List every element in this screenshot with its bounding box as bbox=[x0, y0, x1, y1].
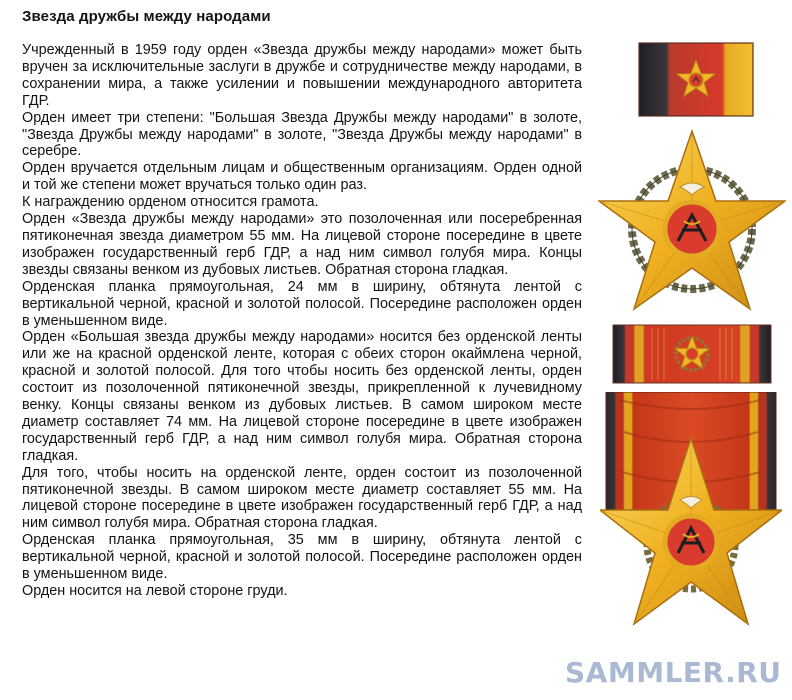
ribbon-bar-small bbox=[638, 42, 754, 117]
paragraph: Учрежденный в 1959 году орден «Звезда дружбы между народами» может быть вручен за исключительные заслуги в дружбе и сотрудничестве между народами, в сохранении мира, а также усилении и повышении международного авторитета ГДР. bbox=[22, 42, 582, 109]
grand-star-on-ribbon bbox=[600, 392, 782, 630]
paragraph: Для того, чтобы носить на орденской ленте, орден состоит из позолоченной пятиконечной звезды. В самом широком месте диаметр составляет 55 мм. На лицевой стороне посередине в цвете изображен государственный герб ГДР, а над ним символ голубя мира. Обратная сторона гладкая. bbox=[22, 464, 582, 532]
paragraph: Орден «Большая звезда дружбы между народами» носится без орденской ленты или же на красной орденской ленте, которая с обеих сторон окаймлена черной, красной и золотой полосой. Для того чтобы носить без орденской ленты, орден состоит из позолоченной пятиконечной звезды, прикрепленной к лучевидному венку. Концы связаны венком из дубовых листьев. В самом широком месте диаметр составляет 74 мм. На лицевой стороне посередине в цвете изображен государственный герб ГДР, а над ним символ голубя мира. Обратная сторона гладкая. bbox=[22, 329, 582, 464]
paragraph: Орденская планка прямоугольная, 35 мм в ширину, обтянута лентой с вертикальной черной, красной и золотой полосой. Посередине расположен орден в уменьшенном виде. bbox=[22, 532, 582, 583]
gdr-emblem-icon bbox=[665, 516, 717, 568]
paragraph: Орден носится на левой стороне груди. bbox=[22, 583, 288, 599]
article-body bbox=[22, 42, 582, 600]
gdr-emblem-icon bbox=[665, 202, 719, 256]
paragraph: К награждению орденом относится грамота. bbox=[22, 194, 319, 211]
paragraph: Орденская планка прямоугольная, 24 мм в ширину, обтянута лентой с вертикальной черной, красной и золотой полосой. Посередине расположен орден в уменьшенном виде. bbox=[22, 278, 582, 329]
paragraph: Орден вручается отдельным лицам и общественным организациям. Орден одной и той же степени может вручаться только один раз. bbox=[22, 160, 582, 194]
friendship-star-medal bbox=[598, 125, 786, 313]
paragraph: Орден имеет три степени: "Большая Звезда Дружбы между народами" в золоте, "Звезда Дружбы между народами" в золоте, "Звезда Дружбы между народами" в серебре. bbox=[22, 109, 582, 160]
page-title: Звезда дружбы между народами bbox=[22, 8, 271, 25]
paragraph: Орден «Звезда дружбы между народами» это позолоченная или посеребренная пятиконечная звезда диаметром 55 мм. На лицевой стороне посередине в цвете изображен государственный герб ГДР, а над ним символ голубя мира. Концы звезды связаны венком из дубовых листьев. Обратная сторона гладкая. bbox=[22, 211, 582, 278]
watermark: SAMMLER.RU bbox=[565, 656, 782, 689]
ribbon-bar-large bbox=[612, 324, 772, 384]
